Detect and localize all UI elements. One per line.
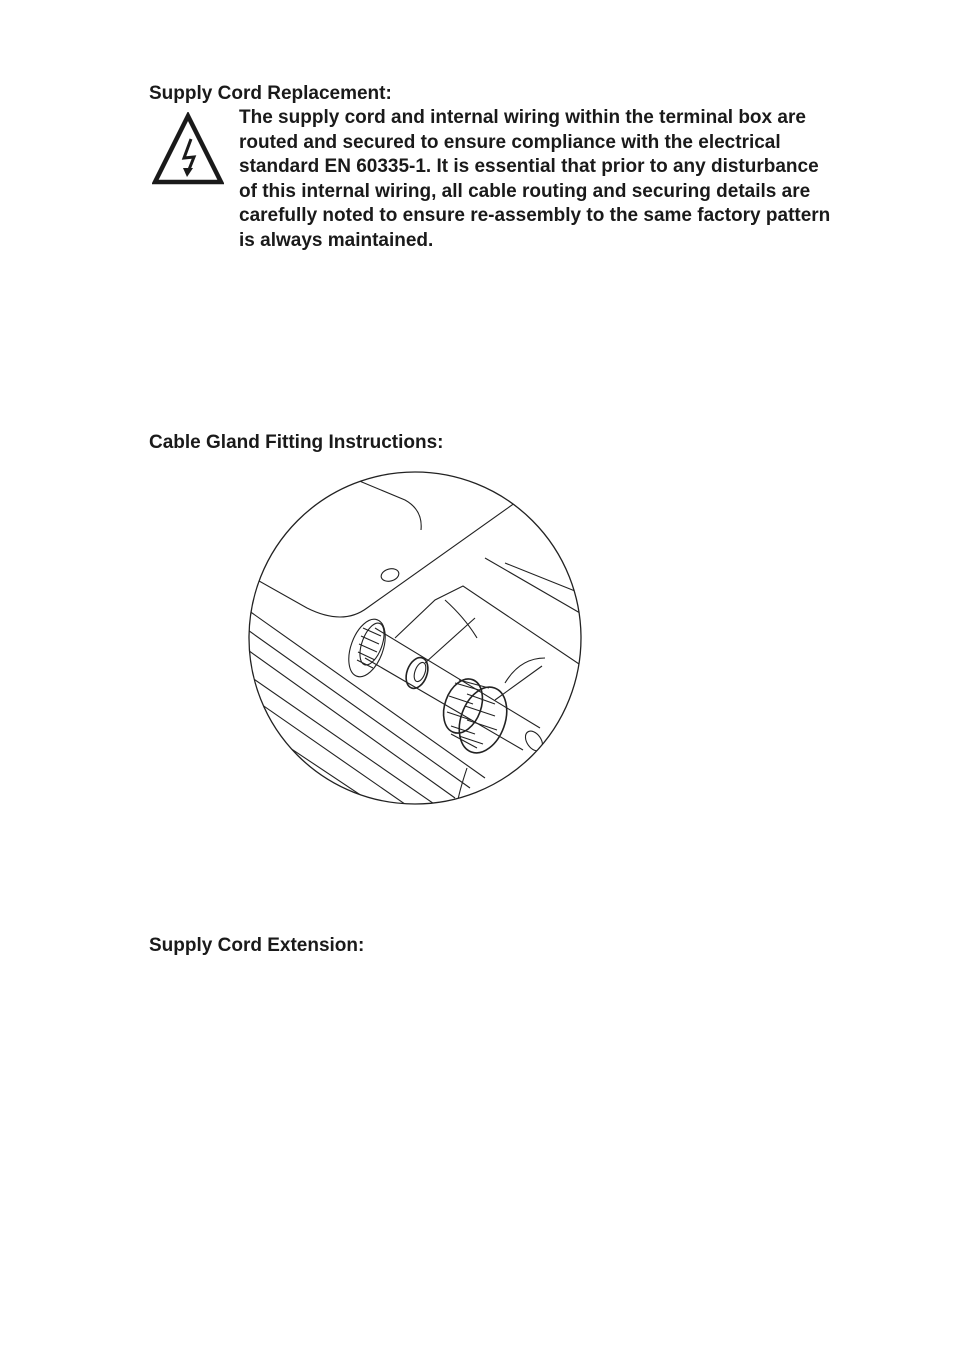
electric-shock-warning-icon [152, 112, 224, 186]
supply-cord-replacement-heading: Supply Cord Replacement: [149, 83, 392, 104]
supply-cord-warning-text [239, 106, 879, 254]
paragraph-line: is always maintained. [239, 229, 434, 251]
paragraph-line: standard EN 60335-1. It is essential that prior to any disturbance [239, 156, 819, 178]
paragraph-line: The supply cord and internal wiring within the terminal box are [239, 107, 806, 128]
cable-gland-heading: Cable Gland Fitting Instructions: [149, 432, 444, 453]
paragraph-line: carefully noted to ensure re-assembly to the same factory pattern [239, 205, 831, 227]
paragraph-line: of this internal wiring, all cable routing and securing details are [239, 180, 811, 202]
cable-gland-fitting-illustration [245, 468, 585, 808]
supply-cord-extension-heading: Supply Cord Extension: [149, 935, 365, 956]
paragraph-line: routed and secured to ensure compliance with the electrical [239, 131, 781, 153]
